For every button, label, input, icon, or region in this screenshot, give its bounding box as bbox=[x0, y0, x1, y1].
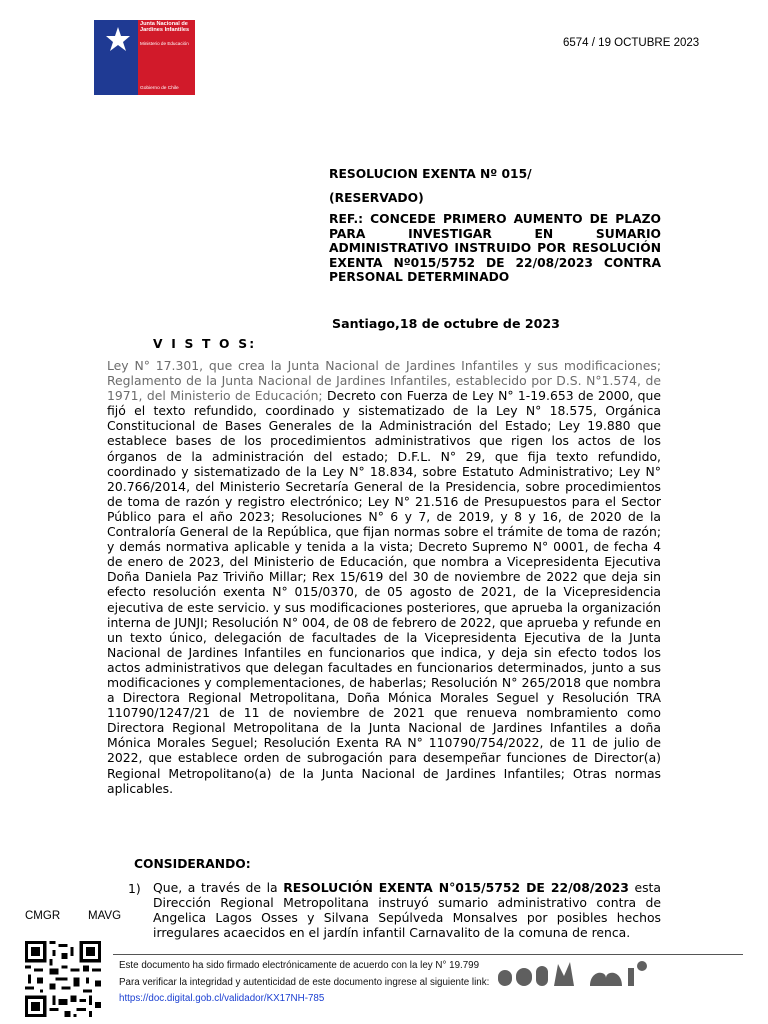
chile-star-icon bbox=[101, 24, 135, 54]
signature-stamp-icon bbox=[498, 956, 658, 990]
logo-title: Junta Nacional de Jardines Infantiles bbox=[140, 21, 190, 33]
logo-ministry: Ministerio de Educación bbox=[140, 41, 189, 46]
document-reference-number: 6574 / 19 OCTUBRE 2023 bbox=[563, 37, 700, 49]
initials-right: MAVG bbox=[88, 910, 122, 922]
vistos-body bbox=[107, 358, 661, 796]
signature-notice: Este documento ha sido firmado electrónicamente de acuerdo con la ley N° 19.799 bbox=[119, 960, 480, 971]
considerando-item-number: 1) bbox=[128, 881, 141, 896]
item-text-bold: RESOLUCIÓN EXENTA N°015/5752 DE 22/08/2023 bbox=[283, 880, 629, 895]
considerando-heading: CONSIDERANDO: bbox=[134, 857, 251, 871]
initials-left: CMGR bbox=[25, 910, 61, 922]
logo-government: Gobierno de Chile bbox=[140, 86, 179, 91]
item-text-pre: Que, a través de la bbox=[153, 880, 284, 895]
resolution-date: Santiago,18 de octubre de 2023 bbox=[332, 316, 560, 331]
vistos-grey-text: Ley N° 17.301, que crea la Junta Nacional de Jardines Infantiles y sus modificaciones; Reglamento de la Junta Nacional de Jardines Infantiles, establecido por D.S. N°1.574, de 1971, del Ministerio de Educación; bbox=[107, 358, 661, 404]
gobierno-logo bbox=[94, 20, 195, 95]
vistos-main-text: Decreto con Fuerza de Ley N° 1-19.653 de 2000, que fijó el texto refundido, coordinado y sistematizado de la Ley N° 18.575, Orgánica Constitucional de Bases Generales de la Administración del Estado; Ley 19.880 que establece bases de los procedimientos administrativos que rigen los actos de los órganos de la administración del estado; D.F.L. N° 29, que fija texto refundido, coordinado y sistematizado de la Ley N° 18.834, sobre Estatuto Administrativo; Ley N° 20.766/2014, del Ministerio Secretaría General de la Presidencia, sobre procedimientos de toma de razón y registro electrónico; Ley N° 21.516 de Presupuestos para el Sector Público para el año 2023; Resoluciones N° 6 y 7, de 2019, y 8 y 16, de 2020 de la Contraloría General de la República, que fijan normas sobre el trámite de toma de razón; y demás normativa aplicable y tenida a la vista; Decreto Supremo N° 0001, de fecha 4 de enero de 2023, del Ministerio de Educación, que nombra a Vicepresidenta Ejecutiva Doña Daniela Paz Triviño Millar; Rex 15/619 del 30 de noviembre de 2022 que deja sin efecto resolución exenta N° 015/0370, de 05 agosto de 2021, de la Vicepresidencia ejecutiva de este servicio. y sus modificaciones posteriores, que aprueba la organización interna de JUNJI; Resolución N° 004, de 08 de febrero de 2022, que aprueba y refunde en un texto único, delegación de facultades de la Vicepresidenta Ejecutiva de la Junta Nacional de Jardines Infantiles en funcionarios que indica, y deja sin efecto todos los actos administrativos que delegan facultades en funcionarios determinados, junto a sus modificaciones y complementaciones, de haberlas; Resolución N° 265/2018 que nombra a Directora Regional Metropolitana, Doña Mónica Morales Seguel y Resolución TRA 110790/1247/21 de 11 de noviembre de 2021 que renueva nombramiento como Directora Regional Metropolitana de la Junta Nacional de Jardines Infantiles a doña Mónica Morales Seguel; Resolución Exenta RA N° 110790/754/2022, de 11 de julio de 2022, que establece orden de subrogación para desempeñar funciones de Director(a) Regional Metropolitano(a) de la Junta Nacional de Jardines Infantiles; Otras normas aplicables. bbox=[107, 388, 661, 796]
signature-divider bbox=[113, 954, 743, 955]
resolution-reference: REF.: CONCEDE PRIMERO AUMENTO DE PLAZO PARA INVESTIGAR EN SUMARIO ADMINISTRATIVO INSTRUIDO POR RESOLUCIÓN EXENTA Nº015/5752 DE 22/08/2023 CONTRA PERSONAL DETERMINADO bbox=[329, 212, 661, 285]
considerando-item-1 bbox=[153, 880, 661, 940]
qr-code-icon bbox=[25, 941, 101, 1017]
resolution-title: RESOLUCION EXENTA Nº 015/ bbox=[329, 167, 532, 181]
reservado-label: (RESERVADO) bbox=[329, 191, 424, 205]
verification-notice: Para verificar la integridad y autenticidad de este documento ingrese al siguiente link: bbox=[119, 977, 490, 988]
vistos-heading: V I S T O S: bbox=[153, 337, 257, 351]
verification-link[interactable]: https://doc.digital.gob.cl/validador/KX17NH-785 bbox=[119, 993, 325, 1004]
item-text-post: esta Dirección Regional Metropolitana instruyó sumario administrativo contra de Angelica Lagos Osses y Silvana Sepúlveda Monsalves por posibles hechos irregulares acaecidos en el jardín infantil Carnavalito de la comuna de renca. bbox=[153, 880, 662, 940]
